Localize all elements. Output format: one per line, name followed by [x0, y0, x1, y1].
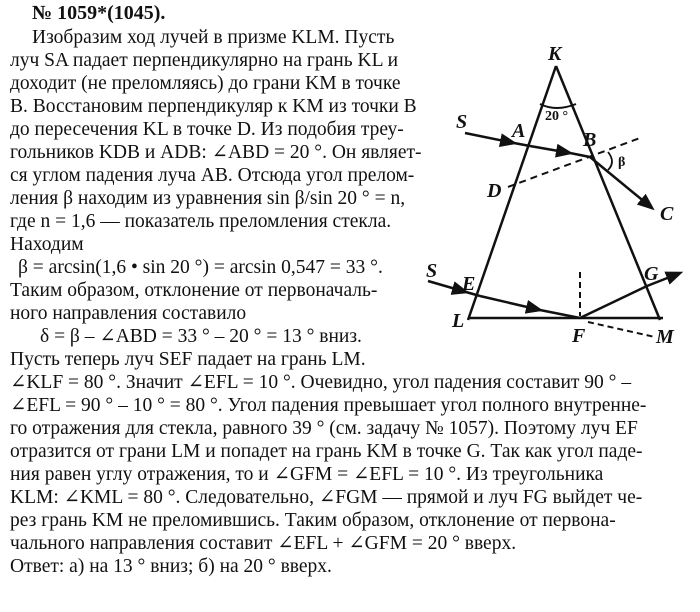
- label-s-top: S: [456, 111, 468, 133]
- text-line: доходит (не преломляясь) до грани KM в точке: [10, 73, 401, 94]
- text-line: ления β находим из уравнения sin β/sin 20 ° = n,: [10, 188, 406, 209]
- text-line: ся углом падения луча AB. Отсюда угол прелом-: [10, 165, 415, 186]
- label-l: L: [452, 310, 465, 332]
- text-line: до пересечения KL в точке D. Из подобия треу-: [10, 119, 404, 140]
- label-g: G: [644, 263, 659, 285]
- text-line: Изобразим ход лучей в призме KLM. Пусть: [32, 27, 395, 48]
- text-line: Таким образом, отклонение от первоначаль-: [10, 280, 378, 301]
- text-line: ∠KLF = 80 °. Значит ∠EFL = 10 °. Очевидно, угол падения составит 90 ° –: [10, 372, 632, 393]
- text-line: B. Восстановим перпендикуляр к KM из точки B: [10, 96, 417, 117]
- text-line: где n = 1,6 — показатель преломления стекла.: [10, 211, 392, 232]
- formula-line: δ = β – ∠ABD = 33 ° – 20 ° = 13 ° вниз.: [40, 326, 362, 347]
- text-line: отразится от грани LM и попадет на грань KM в точке G. Так как угол паде-: [10, 441, 643, 462]
- label-f: F: [572, 325, 586, 347]
- label-d: D: [487, 180, 502, 202]
- label-b: B: [583, 129, 597, 151]
- label-s-bottom: S: [426, 260, 438, 282]
- text-line: Находим: [10, 234, 84, 255]
- beta-angle-arc: [608, 152, 612, 170]
- label-k: K: [548, 43, 562, 65]
- text-line: ния равен углу отражения, то и ∠GFM = ∠EFL = 10 °. Из треугольника: [10, 464, 604, 485]
- formula-line: β = arcsin(1,6 • sin 20 °) = arcsin 0,547 = 33 °.: [18, 257, 383, 278]
- text-line: гольников KDB и ADB: ∠ABD = 20 °. Он являет-: [10, 142, 422, 163]
- text-line: го отражения для стекла, равного 39 ° (см. задачу № 1057). Поэтому луч EF: [10, 418, 638, 439]
- text-line: Пусть теперь луч SEF падает на грань LM.: [10, 349, 366, 370]
- text-line: чального направления составит ∠EFL + ∠GFM = 20 ° вверх.: [10, 533, 517, 554]
- text-line: ∠EFL = 90 ° – 10 ° = 80 °. Угол падения превышает угол полного внутренне-: [10, 395, 647, 416]
- label-beta: β: [618, 155, 626, 170]
- label-c: C: [660, 203, 674, 225]
- text-line: KLM: ∠KML = 80 °. Следовательно, ∠FGM — прямой и луч FG выйдет че-: [10, 487, 643, 508]
- problem-title: № 1059*(1045).: [32, 2, 166, 24]
- text-line: луч SA падает перпендикулярно на грань KL и: [10, 50, 399, 71]
- text-line: рез грань KM не преломившись. Таким образом, отклонение от первона-: [10, 510, 616, 531]
- label-e: E: [462, 273, 476, 295]
- label-apex-angle: 20 °: [545, 109, 569, 124]
- answer-line: Ответ: а) на 13 ° вниз; б) на 20 ° вверх.: [10, 556, 332, 577]
- extension-line-fm: [588, 322, 655, 337]
- text-line: ного направления составило: [10, 303, 247, 324]
- label-a: A: [512, 120, 526, 142]
- label-m: M: [656, 326, 674, 348]
- prism-diagram: [410, 40, 700, 380]
